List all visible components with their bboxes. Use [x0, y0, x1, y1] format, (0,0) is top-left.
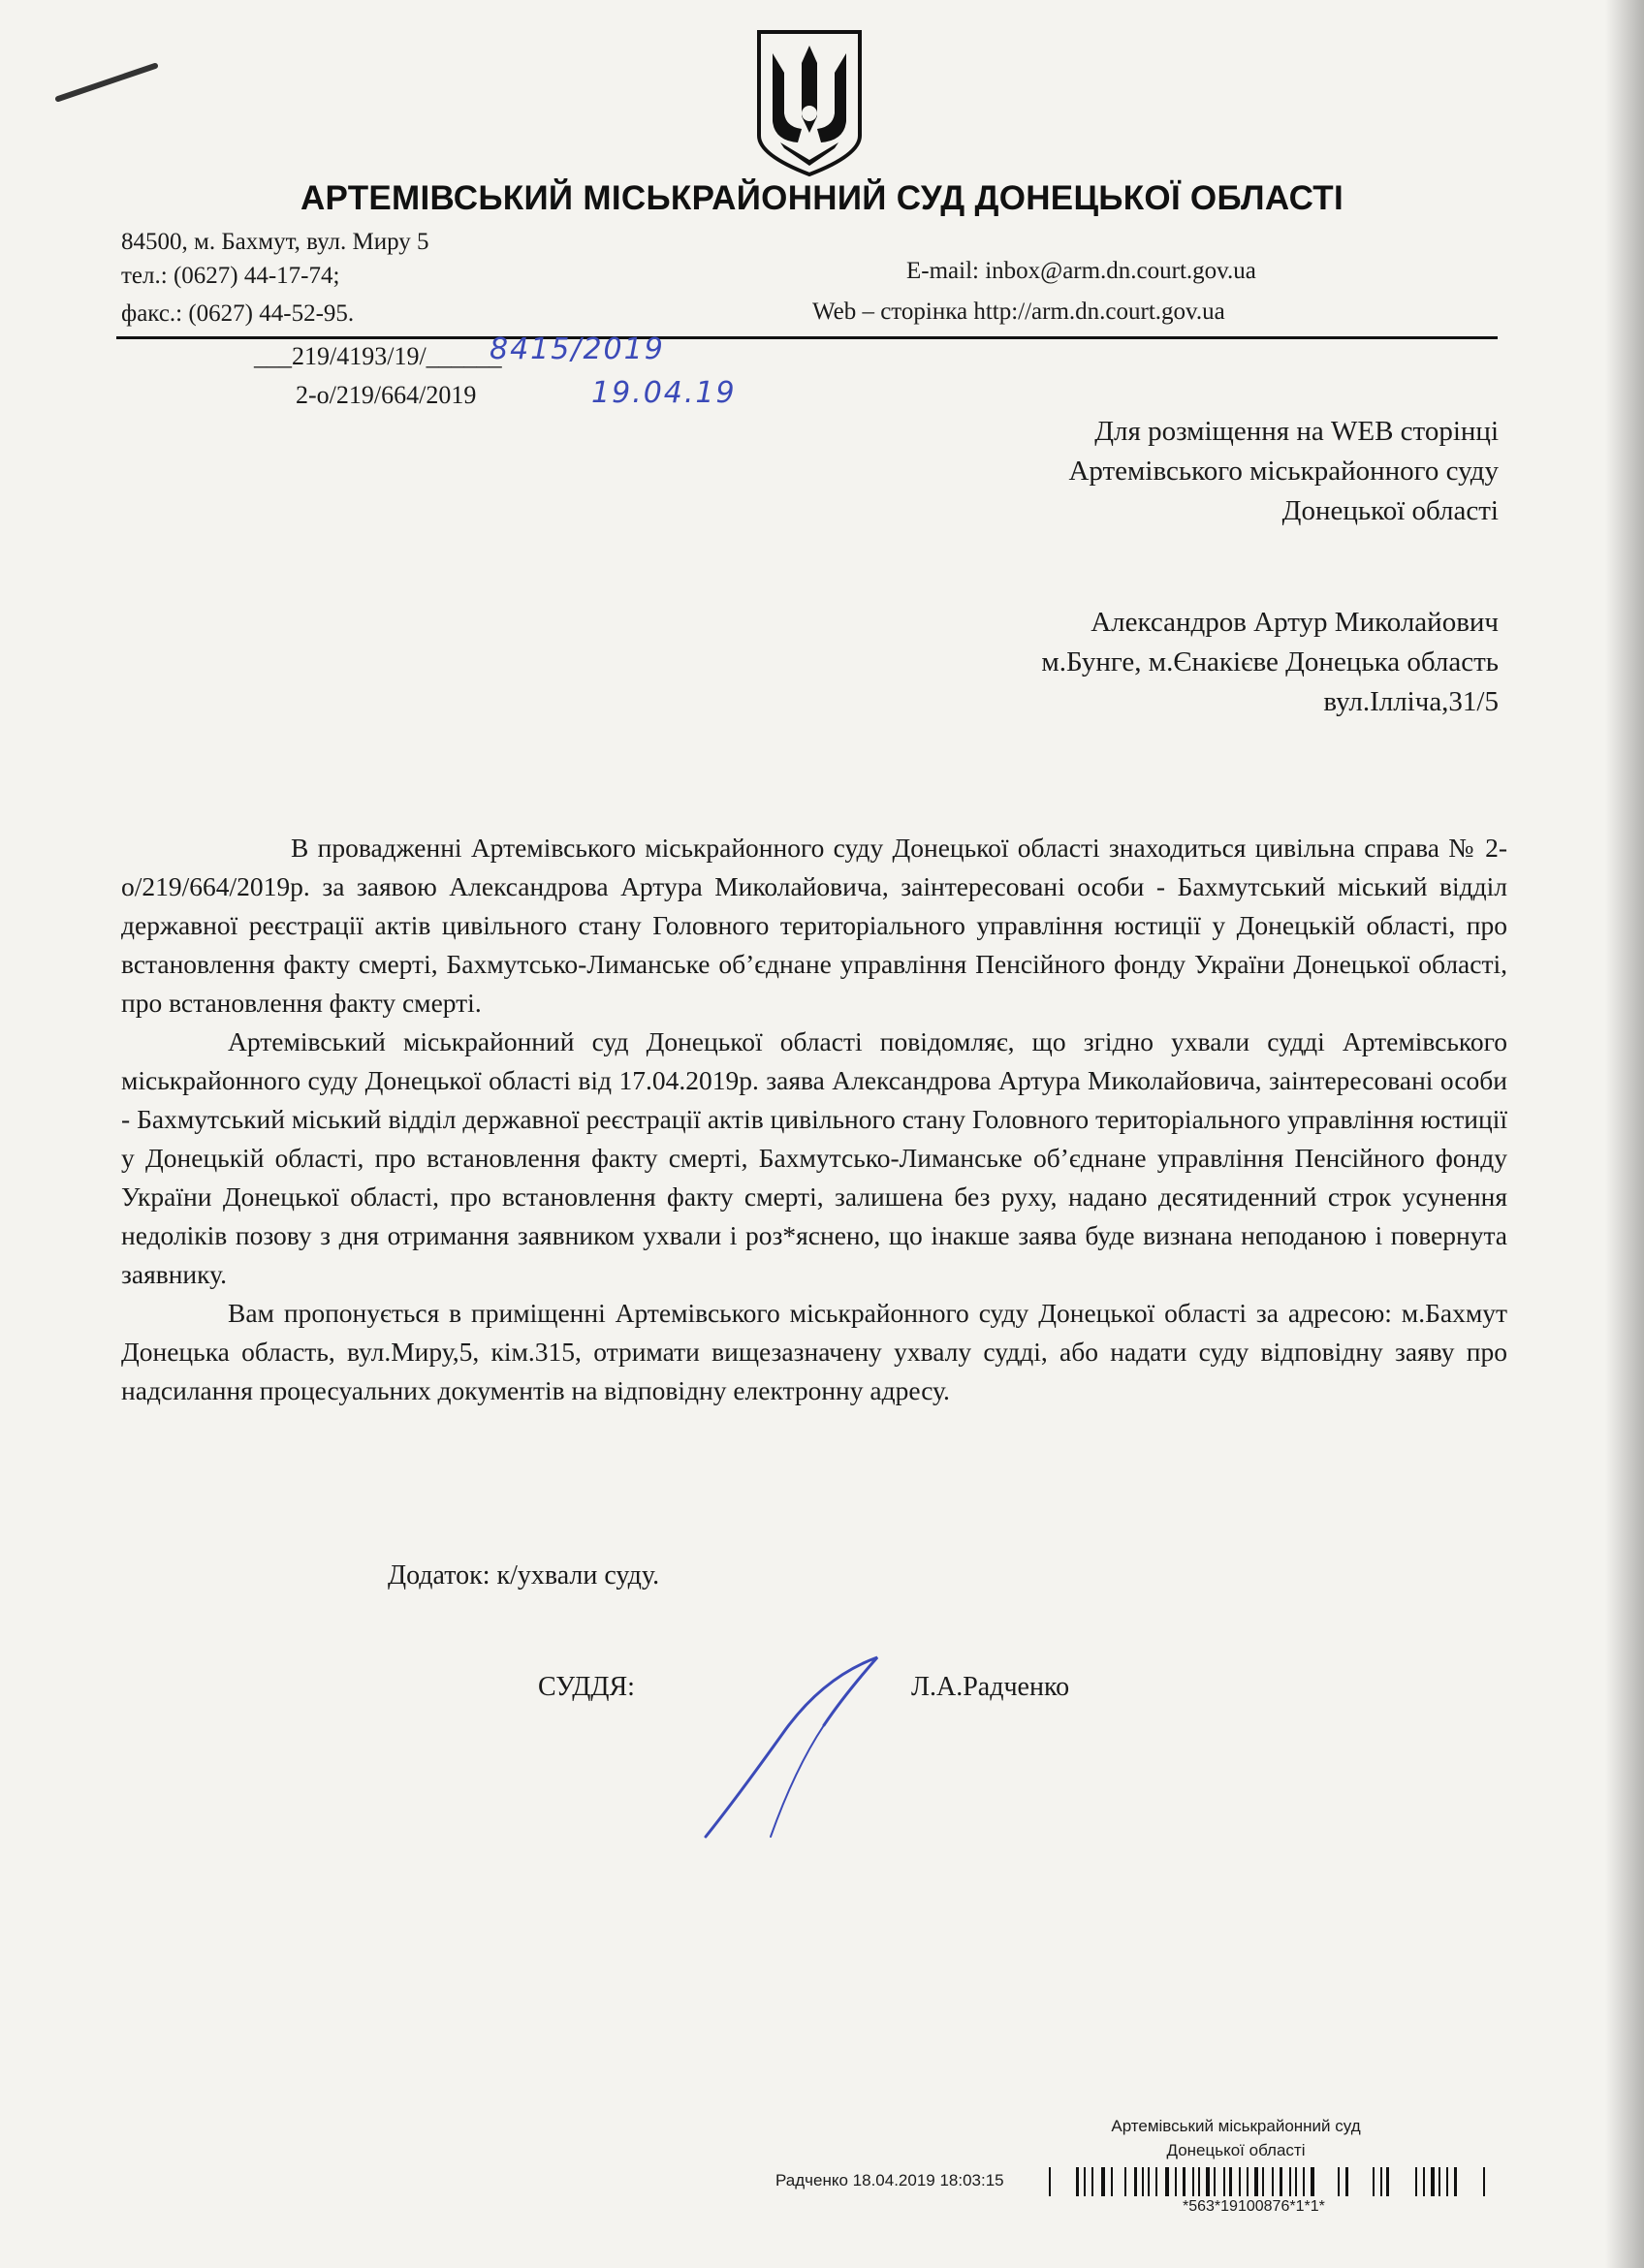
registration-court-line1: Артемівський міськрайонний суд — [1111, 2117, 1361, 2135]
recipient-web-line2: Артемівського міськрайонного суду — [1068, 456, 1499, 487]
recipient-web-line1: Для розміщення на WEB сторінці — [1094, 416, 1499, 447]
handwritten-signature — [679, 1653, 901, 1846]
signer-name: Л.А.Радченко — [911, 1672, 1070, 1702]
body-paragraph: Артемівський міськрайонний суд Донецької області повідомляє, що згідно ухвали судді Артемівського міськрайонного суду Донецької області від 17.04.2019р. заява Александрова Артура Миколайовича, заінтересовані особи - Бахмутський міський відділ державної реєстрації актів цивільного стану Головного територіального управління юстиції у Донецькій області, про встановлення факту смерті, Бахмутсько-Лиманське об’єднане управління Пенсійного фонду України Донецької області, про встановлення факту смерті, залишена без руху, надано десятиденний строк усунення недоліків позову з дня отримання заявником ухвали і роз*яснено, що інакше заява буде визнана неподаною і повернута заявнику. — [121, 1026, 1507, 1289]
attachment-note: Додаток: к/ухвали суду. — [388, 1560, 660, 1591]
recipient-person-block — [1041, 603, 1499, 722]
court-phone: тел.: (0627) 44-17-74; — [121, 263, 340, 289]
registration-court-line2: Донецької області — [1166, 2141, 1306, 2159]
handwritten-date: 19.04.19 — [591, 376, 737, 410]
header-divider — [116, 336, 1498, 339]
recipient-web-line3: Донецької області — [1281, 495, 1499, 526]
body-paragraph: В провадженні Артемівського міськрайонного суду Донецької області знаходиться цивільна справа № 2-о/219/664/2019р. за заявою Александрова Артура Миколайовича, заінтересовані особи - Бахмутський міський відділ державної реєстрації актів цивільного стану Головного територіального управління юстиції у Донецькій області, про встановлення факту смерті, Бахмутсько-Лиманське об’єднане управління Пенсійного фонду України Донецької області, про встановлення факту смерті. — [121, 833, 1507, 1018]
letter-body — [121, 829, 1507, 1410]
barcode-icon — [1047, 2167, 1502, 2196]
trident-emblem-icon — [751, 24, 868, 179]
court-fax: факс.: (0627) 44-52-95. — [121, 300, 355, 327]
outgoing-number: ___219/4193/19/______ — [254, 342, 502, 370]
signer-role: СУДДЯ: — [538, 1672, 635, 1702]
body-paragraph: Вам пропонується в приміщенні Артемівського міськрайонного суду Донецької області за адресою: м.Бахмут Донецька область, вул.Миру,5, кім.315, отримати вищезазначену ухвалу судді, або надати суду відповідну заяву про надсилання процесуальних документів на відповідну електронну адресу. — [121, 1298, 1507, 1405]
recipient-city: м.Бунге, м.Єнакієве Донецька область — [1041, 646, 1499, 677]
recipient-street: вул.Ілліча,31/5 — [1323, 686, 1499, 717]
court-email: E-mail: inbox@arm.dn.court.gov.ua — [906, 258, 1256, 284]
court-address: 84500, м. Бахмут, вул. Миру 5 — [121, 229, 429, 255]
case-number: 2-о/219/664/2019 — [296, 381, 477, 409]
court-website: Web – сторінка http://arm.dn.court.gov.ua — [812, 299, 1225, 325]
scan-edge-shadow — [1605, 0, 1644, 2268]
handwritten-incoming-number: 8415/2019 — [490, 332, 665, 366]
court-name-title: АРТЕМІВСЬКИЙ МІСЬКРАЙОННИЙ СУД ДОНЕЦЬКОЇ ОБЛАСТІ — [300, 179, 1344, 217]
registration-stamp: Радченко 18.04.2019 18:03:15 — [775, 2171, 1004, 2189]
recipient-web-block — [1068, 412, 1499, 531]
barcode-number: *563*19100876*1*1* — [1183, 2198, 1325, 2215]
recipient-name: Александров Артур Миколайович — [1091, 607, 1499, 638]
pen-stroke-mark — [53, 58, 160, 107]
